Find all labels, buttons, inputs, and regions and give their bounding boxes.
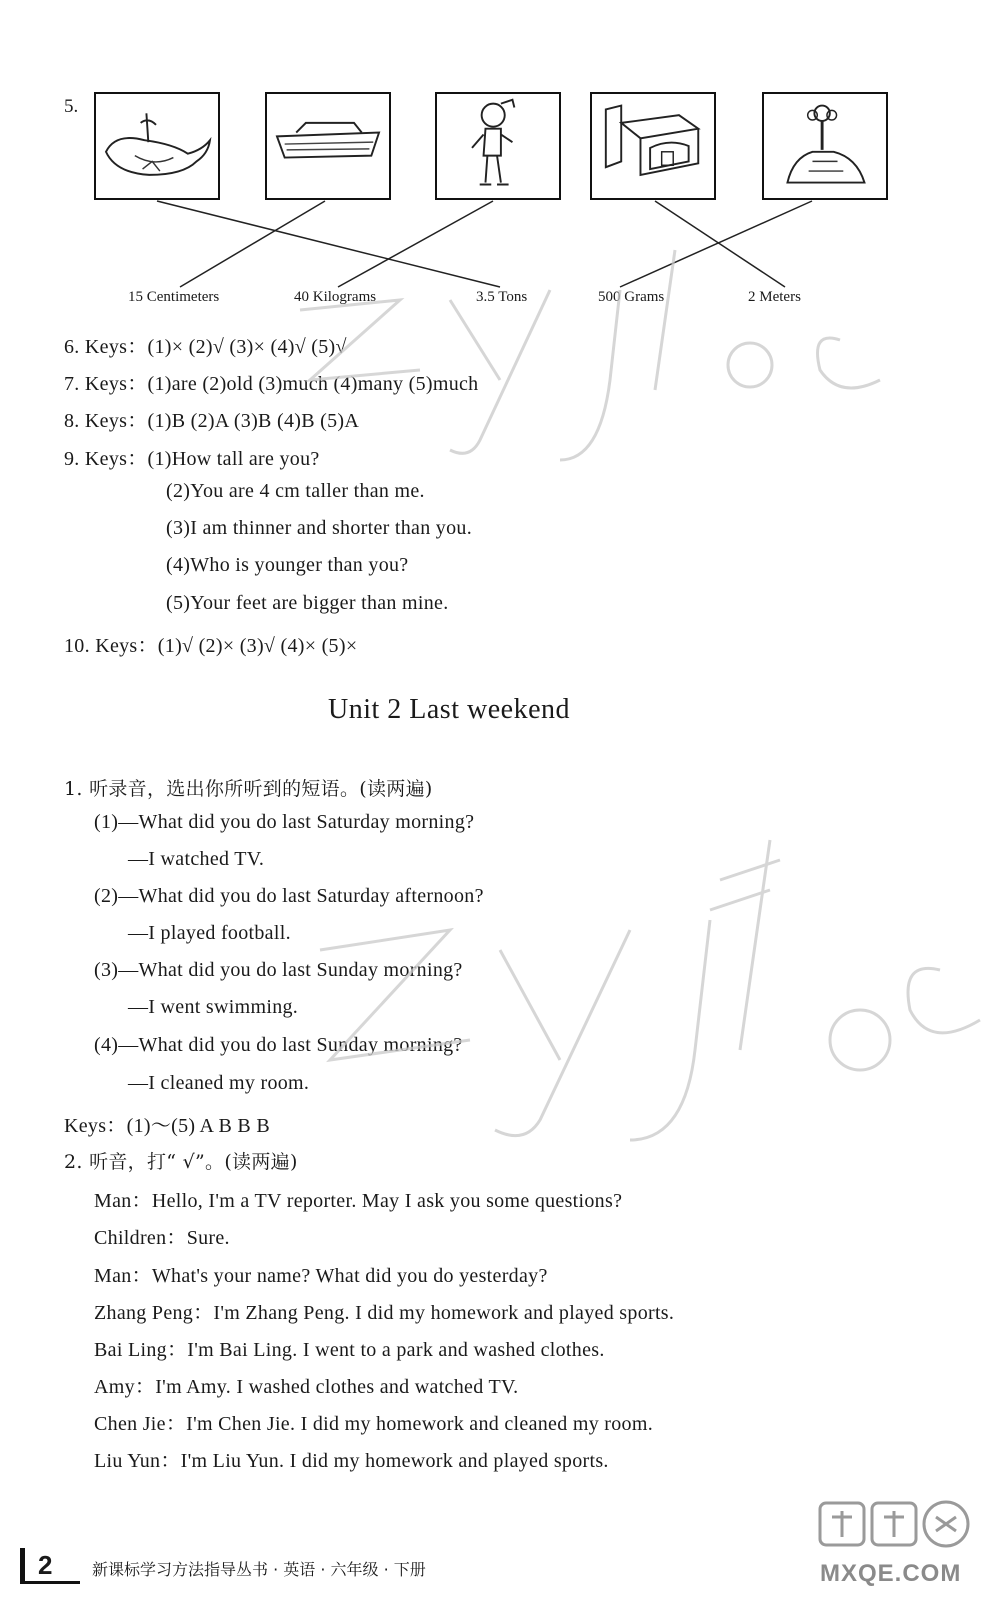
label-kilograms: 40 Kilograms: [294, 289, 377, 305]
transcript-line: Bai Ling：I'm Bai Ling. I went to a park and washed clothes.: [94, 1339, 605, 1361]
matching-lines: [0, 0, 996, 320]
answer-key-9-line: (3)I am thinner and shorter than you.: [166, 517, 473, 539]
answer-key-9-line: (2)You are 4 cm taller than me.: [166, 480, 425, 502]
match-line-bed-meters: [655, 201, 785, 287]
match-line-gearstick-grams: [620, 201, 812, 287]
section-2-heading: 2. 听音，打“ √”。(读两遍): [64, 1151, 298, 1173]
brand-watermark-text: MXQE.COM: [820, 1560, 962, 1587]
label-meters: 2 Meters: [748, 289, 801, 305]
label-centimeters: 15 Centimeters: [128, 289, 220, 305]
answer-key-7: 7. Keys：(1)are (2)old (3)much (4)many (5)much: [64, 373, 479, 395]
dialogue-line: —I watched TV.: [128, 848, 265, 870]
answer-key-10: 10. Keys：(1)√ (2)× (3)√ (4)× (5)×: [64, 635, 358, 657]
answer-key-9-line: (4)Who is younger than you?: [166, 554, 409, 576]
match-line-boy-kilograms: [338, 201, 493, 287]
label-grams: 500 Grams: [598, 289, 665, 305]
answer-key-9-line: (5)Your feet are bigger than mine.: [166, 592, 449, 614]
match-line-whale-tons: [157, 201, 500, 287]
watermark-lower: [300, 820, 996, 1150]
question-5-number: 5.: [64, 96, 79, 117]
answer-key-9: 9. Keys：(1)How tall are you?: [64, 448, 320, 470]
transcript-line: Man：Hello, I'm a TV reporter. May I ask you some questions?: [94, 1190, 623, 1212]
transcript-line: Children：Sure.: [94, 1227, 230, 1249]
dialogue-line: (3)—What did you do last Sunday morning?: [94, 959, 463, 981]
transcript-line: Zhang Peng：I'm Zhang Peng. I did my homework and played sports.: [94, 1302, 675, 1324]
transcript-line: Chen Jie：I'm Chen Jie. I did my homework and cleaned my room.: [94, 1413, 654, 1435]
footer-rule: [20, 1581, 80, 1584]
label-tons: 3.5 Tons: [476, 289, 528, 305]
dialogue-line: —I played football.: [128, 922, 291, 944]
dialogue-line: —I went swimming.: [128, 996, 299, 1018]
section-1-keys: Keys：(1)～(5) A B B B: [64, 1115, 270, 1137]
unit-title: Unit 2 Last weekend: [328, 694, 570, 725]
transcript-line: Amy：I'm Amy. I washed clothes and watched TV.: [94, 1376, 519, 1398]
answer-key-8: 8. Keys：(1)B (2)A (3)B (4)B (5)A: [64, 410, 360, 432]
transcript-line: Man：What's your name? What did you do yesterday?: [94, 1265, 548, 1287]
dialogue-line: (1)—What did you do last Saturday morning?: [94, 811, 475, 833]
footer-bar: [20, 1548, 25, 1582]
dialogue-line: —I cleaned my room.: [128, 1072, 310, 1094]
dialogue-line: (4)—What did you do last Sunday morning?: [94, 1034, 463, 1056]
page-number: 2: [38, 1550, 53, 1580]
answer-key-6: 6. Keys：(1)× (2)√ (3)× (4)√ (5)√: [64, 336, 347, 358]
transcript-line: Liu Yun：I'm Liu Yun. I did my homework and played sports.: [94, 1450, 609, 1472]
book-series-title: 新课标学习方法指导丛书 · 英语 · 六年级 · 下册: [92, 1560, 426, 1579]
dialogue-line: (2)—What did you do last Saturday afternoon?: [94, 885, 484, 907]
section-1-heading: 1. 听录音，选出你所听到的短语。(读两遍): [64, 778, 433, 800]
match-line-ship-centimeters: [180, 201, 325, 287]
